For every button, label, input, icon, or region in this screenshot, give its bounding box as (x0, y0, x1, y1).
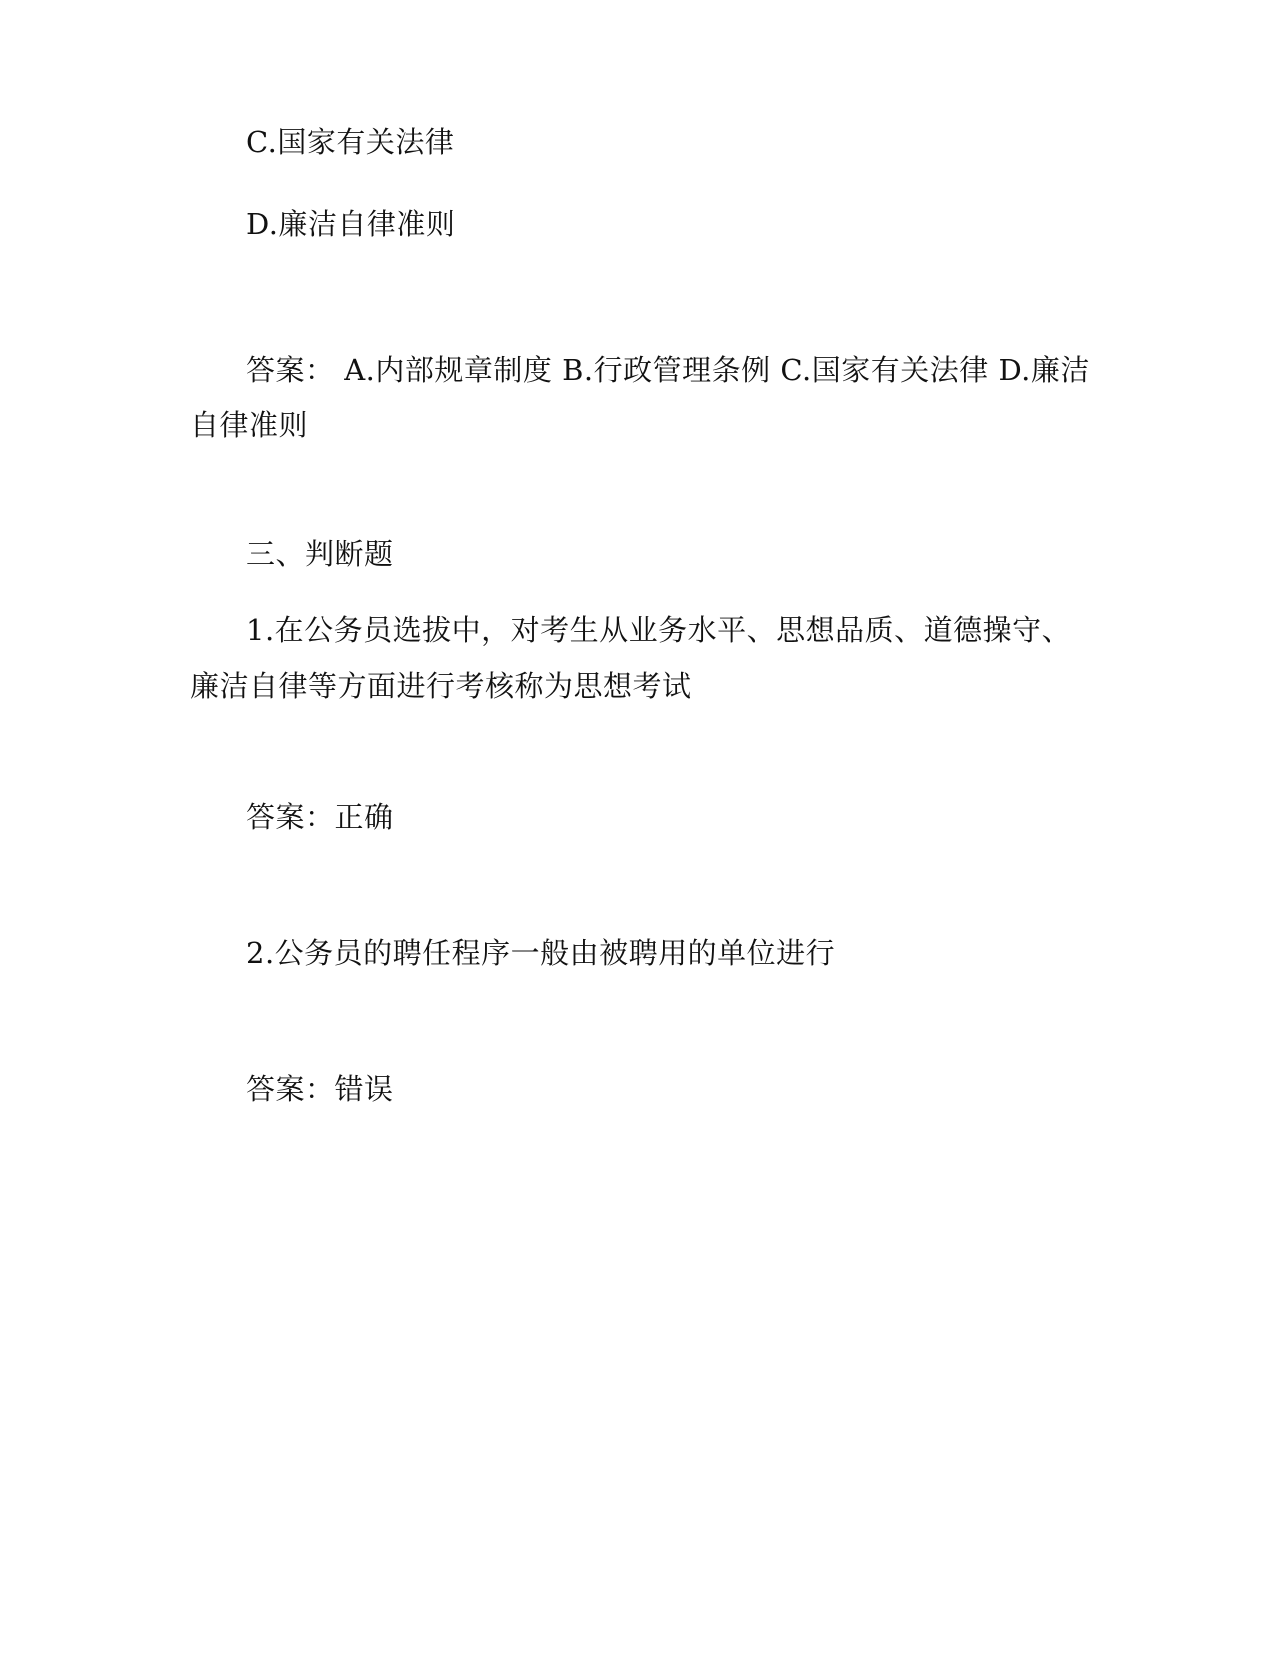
answer-multi-line2: 自律准则 (190, 408, 309, 442)
answer-multi-line1: 答案： A.内部规章制度 B.行政管理条例 C.国家有关法律 D.廉洁 (246, 353, 1090, 387)
answer1: 答案：正确 (246, 800, 394, 834)
question2: 2.公务员的聘任程序一般由被聘用的单位进行 (246, 936, 836, 970)
option-d: D.廉洁自律准则 (246, 207, 456, 241)
question1-line2: 廉洁自律等方面进行考核称为思想考试 (190, 669, 692, 703)
question1-line1: 1.在公务员选拔中，对考生从业务水平、思想品质、道德操守、 (246, 613, 1072, 647)
option-c: C.国家有关法律 (246, 125, 455, 159)
section-title: 三、判断题 (246, 537, 394, 571)
answer2: 答案：错误 (246, 1072, 394, 1106)
